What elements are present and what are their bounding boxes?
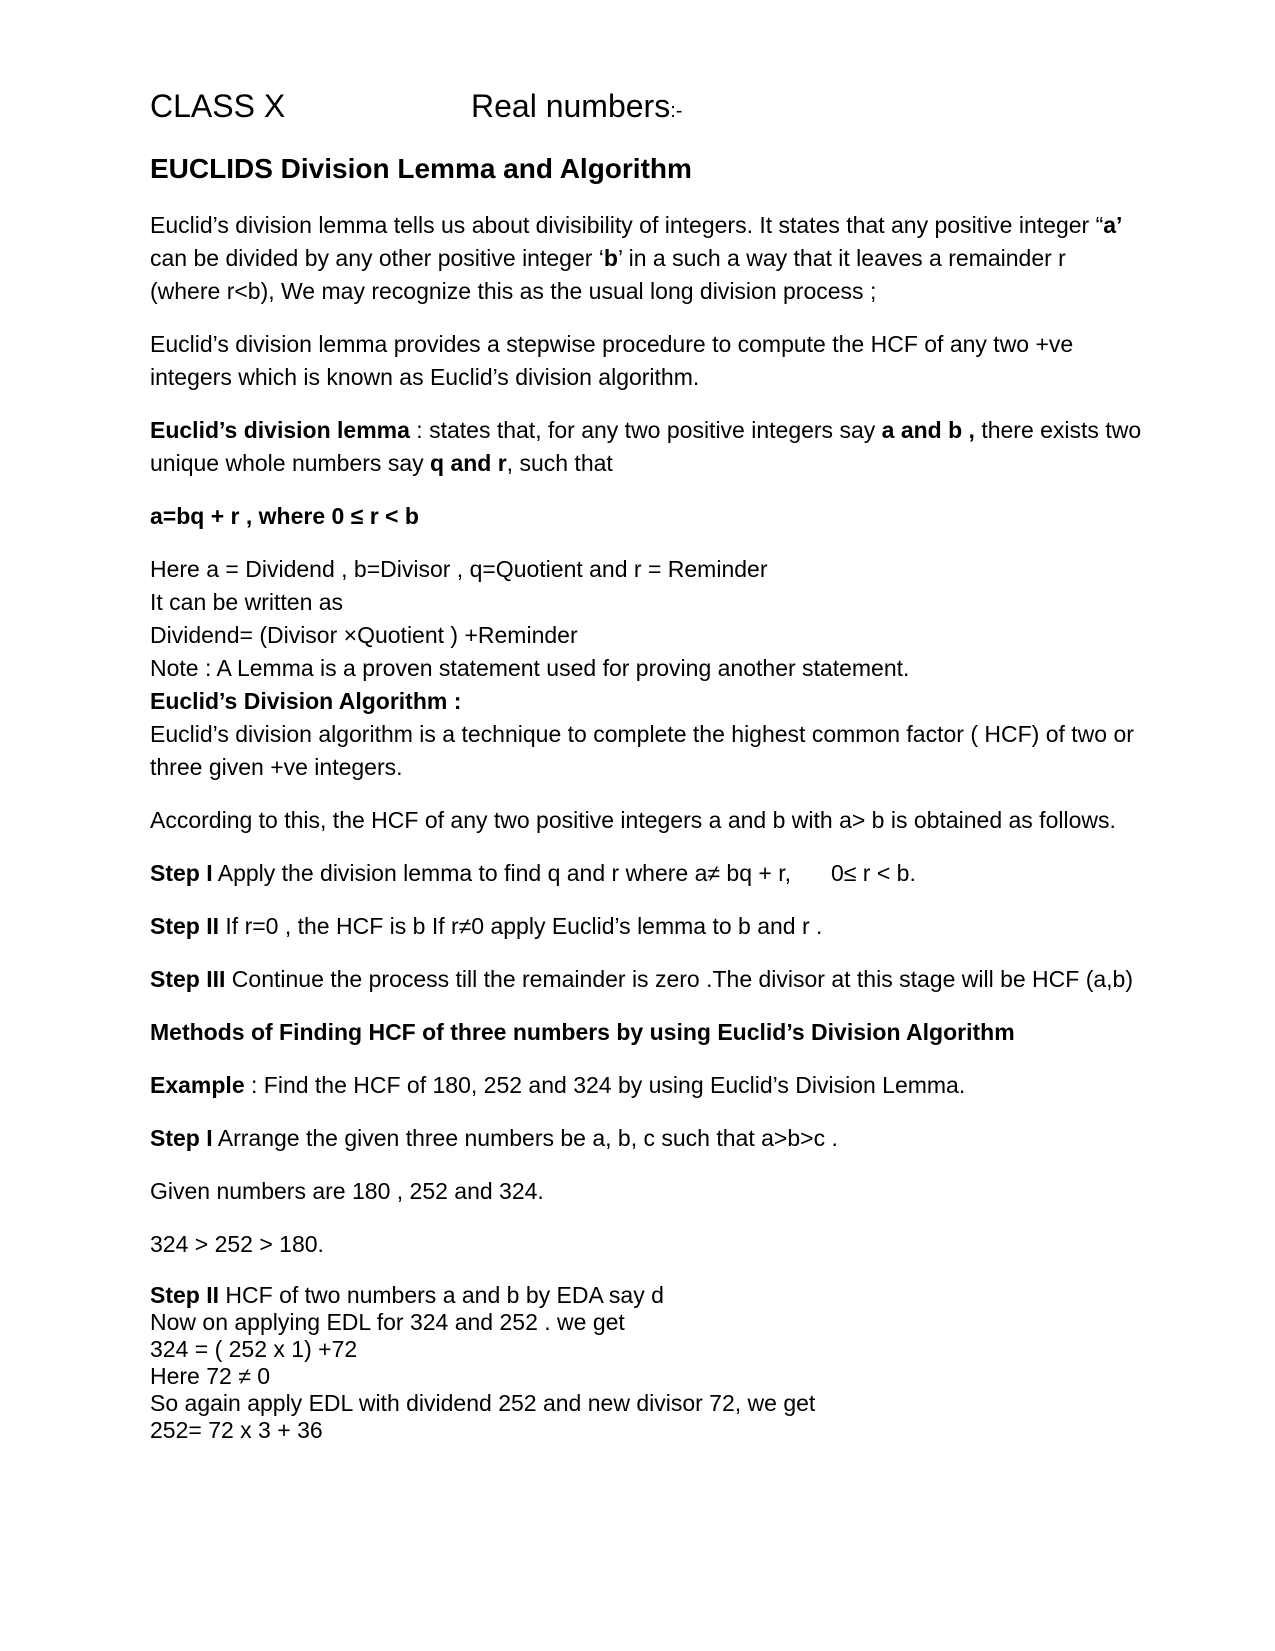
example-step-1 (150, 1122, 1150, 1155)
topic-text: Real numbers (471, 88, 671, 124)
working-line-4: So again apply EDL with dividend 252 and new divisor 72, we get (150, 1390, 816, 1416)
step-1-text: Apply the division lemma to find q and r where a≠ bq + r, (212, 860, 791, 886)
step-1 (150, 857, 1150, 890)
intro-b-bold: b (603, 245, 618, 271)
lemma-ab: a and b , (881, 417, 975, 443)
example-paragraph (150, 1069, 1150, 1102)
intro-paragraph-1 (150, 209, 1150, 308)
lemma-qr: q and r (430, 450, 507, 476)
formula-text: a=bq + r , where 0 ≤ r < b (150, 503, 419, 529)
definition-line-2: It can be written as (150, 589, 344, 615)
lemma-text-c: , such that (506, 450, 613, 476)
example-step-2-text: HCF of two numbers a and b by EDA say d (219, 1282, 664, 1308)
step-3 (150, 963, 1150, 996)
step-2-label: Step II (150, 913, 220, 939)
lemma-text-b: there exists two unique whole numbers say (150, 417, 1142, 476)
lemma-paragraph (150, 414, 1150, 480)
intro-a-bold: a’ (1103, 212, 1123, 238)
working-line-3: Here 72 ≠ 0 (150, 1363, 271, 1389)
according-paragraph: According to this, the HCF of any two positive integers a and b with a> b is obtained as follows. (150, 807, 1116, 833)
step-2 (150, 910, 1150, 943)
definition-line-3: Dividend= (Divisor ×Quotient ) +Reminder (150, 622, 578, 648)
algorithm-text: Euclid’s division algorithm is a technique to complete the highest common factor ( HCF) of two or three given +ve integers. (150, 721, 1134, 780)
lemma-text-a: : states that, for any two positive integers say (409, 417, 882, 443)
given-numbers: Given numbers are 180 , 252 and 324. (150, 1178, 544, 1204)
intro-text-a: Euclid’s division lemma tells us about divisibility of integers. It states that any positive integer “ (150, 212, 1104, 238)
topic-title (471, 88, 682, 125)
number-order: 324 > 252 > 180. (150, 1231, 324, 1257)
definition-line-1: Here a = Dividend , b=Divisor , q=Quotient and r = Reminder (150, 556, 768, 582)
step-1-tail: 0≤ r < b. (830, 860, 916, 886)
algorithm-heading-text: Euclid’s Division Algorithm : (150, 688, 462, 714)
step-3-label: Step III (150, 966, 226, 992)
topic-suffix: :- (670, 100, 683, 122)
methods-heading-text: Methods of Finding HCF of three numbers by using Euclid’s Division Algorithm (150, 1019, 1015, 1045)
example-label: Example (150, 1072, 245, 1098)
example-text: : Find the HCF of 180, 252 and 324 by using Euclid’s Division Lemma. (244, 1072, 966, 1098)
working-line-2: 324 = ( 252 x 1) +72 (150, 1336, 358, 1362)
example-step-2 (150, 1281, 1150, 1309)
step-2-text: If r=0 , the HCF is b If r≠0 apply Euclid’s lemma to b and r . (219, 913, 823, 939)
lemma-label: Euclid’s division lemma (150, 417, 410, 443)
step-1-label: Step I (150, 860, 213, 886)
intro-text-c: ’ in a such a way that it leaves a remainder r (617, 245, 1066, 271)
example-step-1-text: Arrange the given three numbers be a, b, c such that a>b>c . (212, 1125, 838, 1151)
lemma-formula (150, 500, 1150, 533)
example-step-1-label: Step I (150, 1125, 213, 1151)
methods-heading (150, 1016, 1150, 1049)
definition-line-4: Note : A Lemma is a proven statement used for proving another statement. (150, 655, 910, 681)
working-line-1: Now on applying EDL for 324 and 252 . we get (150, 1309, 625, 1335)
title-row (150, 88, 1150, 140)
section-title: EUCLIDS Division Lemma and Algorithm (150, 153, 692, 184)
working-line-5: 252= 72 x 3 + 36 (150, 1417, 323, 1443)
intro-text-b: can be divided by any other positive integer ‘ (150, 245, 604, 271)
class-label: CLASS X (150, 88, 286, 124)
document-page (150, 88, 1150, 1444)
intro-paragraph-2: Euclid’s division lemma provides a stepwise procedure to compute the HCF of any two +ve integers which is known as Euclid’s division algorithm. (150, 331, 1074, 390)
intro-text-d: (where r<b), We may recognize this as the usual long division process ; (150, 278, 877, 304)
step-3-text: Continue the process till the remainder is zero .The divisor at this stage will be HCF (a,b) (225, 966, 1134, 992)
example-step-2-label: Step II (150, 1282, 220, 1308)
algorithm-heading (150, 685, 1150, 718)
